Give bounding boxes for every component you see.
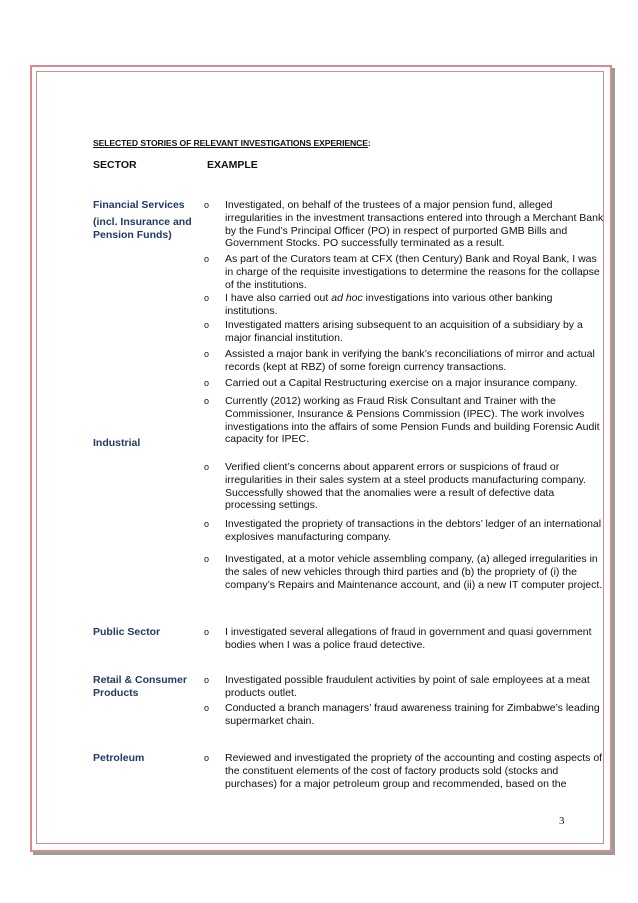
sector-industrial: Industrial xyxy=(93,437,141,449)
sector-public: Public Sector xyxy=(93,626,161,638)
bullet-icon: o xyxy=(204,554,210,564)
bullet-icon: o xyxy=(204,396,210,406)
sector-title: Financial Services xyxy=(93,199,185,211)
sector-financial-services xyxy=(93,199,193,242)
section-heading-text: SELECTED STORIES OF RELEVANT INVESTIGATIONS EXPERIENCE xyxy=(93,138,368,148)
sector-retail: Retail & Consumer Products xyxy=(93,674,187,699)
bullet-icon: o xyxy=(204,703,210,713)
bullet-icon: o xyxy=(204,519,210,529)
bullet-icon: o xyxy=(204,627,210,637)
section-heading xyxy=(93,138,371,148)
column-header-sector: SECTOR xyxy=(93,159,137,171)
bullet-icon: o xyxy=(204,675,210,685)
bullet-icon: o xyxy=(204,753,210,763)
bullet-icon: o xyxy=(204,349,210,359)
section-heading-colon: : xyxy=(367,138,371,148)
page-border-inner xyxy=(36,71,604,844)
sector-petroleum: Petroleum xyxy=(93,752,145,764)
page-number: 3 xyxy=(559,815,565,827)
bullet-icon: o xyxy=(204,200,210,210)
bullet-icon: o xyxy=(204,293,210,303)
column-header-example: EXAMPLE xyxy=(207,159,258,171)
sector-subtitle: (incl. Insurance and Pension Funds) xyxy=(93,216,192,241)
bullet-icon: o xyxy=(204,378,210,388)
bullet-icon: o xyxy=(204,254,210,264)
bullet-icon: o xyxy=(204,462,210,472)
bullet-icon: o xyxy=(204,320,210,330)
